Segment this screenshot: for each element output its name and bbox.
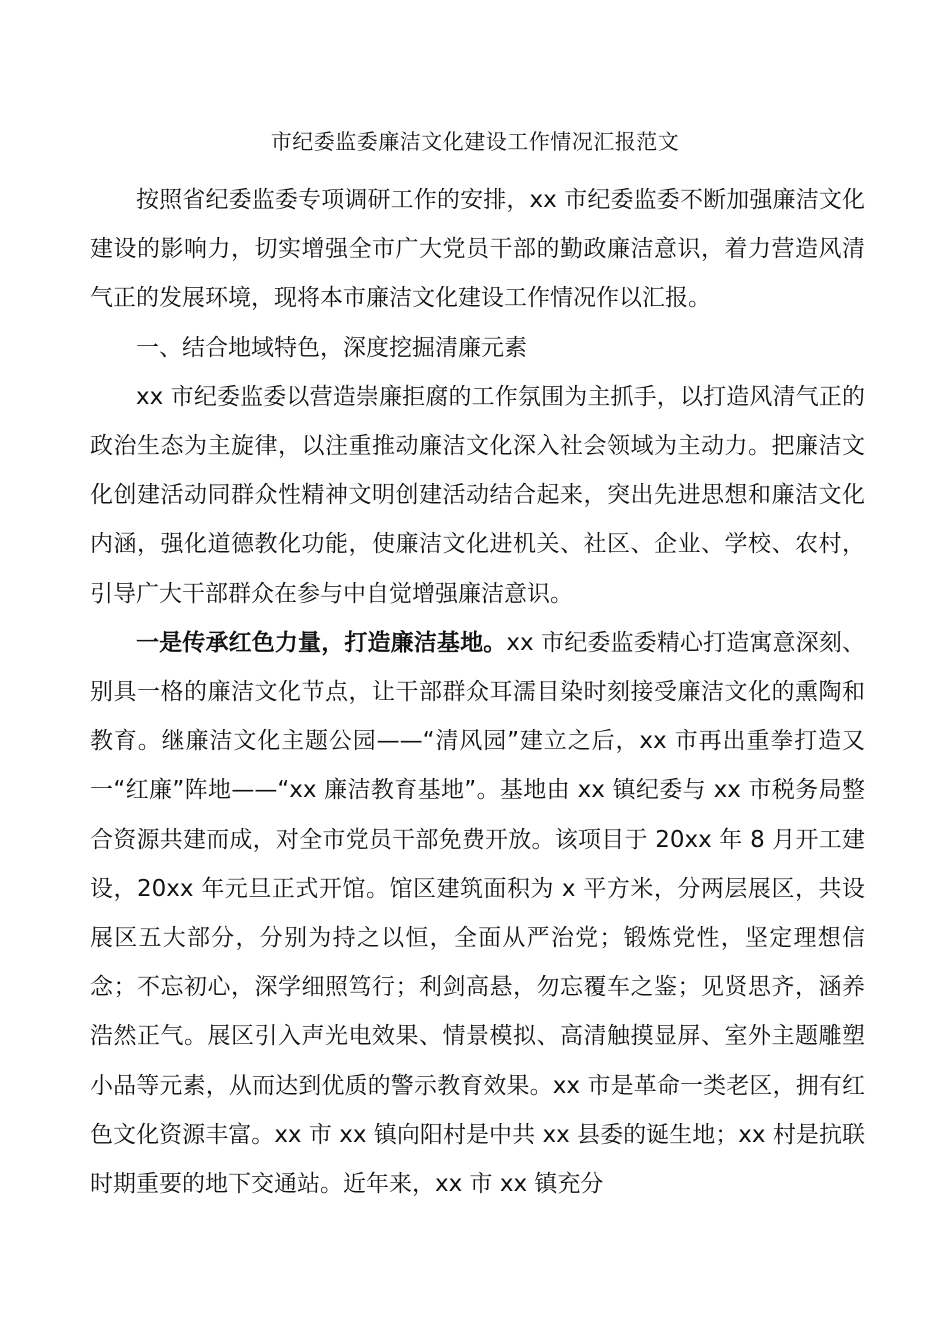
paragraph-text: 按照省纪委监委专项调研工作的安排，xx 市纪委监委不断加强廉洁文化建设的影响力，切实增强全市广大党员干部的勤政廉洁意识，着力营造风清气正的发展环境，现将本市廉洁文化建设工作情况作以汇报。 [90, 187, 865, 312]
document-body [90, 176, 865, 1209]
section-heading-text: 一、结合地域特色，深度挖掘清廉元素 [136, 334, 527, 361]
paragraph-text: xx 市纪委监委以营造崇廉拒腐的工作氛围为主抓手，以打造风清气正的政治生态为主旋律，以注重推动廉洁文化深入社会领域为主动力。把廉洁文化创建活动同群众性精神文明创建活动结合起来，突出先进思想和廉洁文化内涵，强化道德教化功能，使廉洁文化进机关、社区、企业、学校、农村，引导广大干部群众在参与中自觉增强廉洁意识。 [90, 383, 865, 607]
paragraph-lead-bold: 一是传承红色力量，打造廉洁基地。 [136, 629, 507, 656]
section-heading-1 [90, 324, 865, 373]
paragraph-section-1 [90, 373, 865, 619]
paragraph-intro [90, 176, 865, 324]
paragraph-text: xx 市纪委监委精心打造寓意深刻、别具一格的廉洁文化节点，让干部群众耳濡目染时刻接受廉洁文化的熏陶和教育。继廉洁文化主题公园——“清风园”建立之后，xx 市再出重拳打造又一“红廉”阵地——“xx 廉洁教育基地”。基地由 xx 镇纪委与 xx 市税务局整合资源共建而成，对全市党员干部免费开放。该项目于 20xx 年 8 月开工建设，20xx 年元旦正式开馆。馆区建筑面积为 x 平方米，分两层展区，共设展区五大部分，分别为持之以恒，全面从严治党；锻炼党性，坚定理想信念；不忘初心，深学细照笃行；利剑高悬，勿忘覆车之鉴；见贤思齐，涵养浩然正气。展区引入声光电效果、情景模拟、高清触摸显屏、室外主题雕塑小品等元素，从而达到优质的警示教育效果。xx 市是革命一类老区，拥有红色文化资源丰富。xx 市 xx 镇向阳村是中共 xx 县委的诞生地；xx 村是抗联时期重要的地下交通站。近年来，xx 市 xx 镇充分 [90, 629, 865, 1198]
document-title: 市纪委监委廉洁文化建设工作情况汇报范文 [270, 130, 680, 154]
paragraph-red-base [90, 619, 865, 1209]
